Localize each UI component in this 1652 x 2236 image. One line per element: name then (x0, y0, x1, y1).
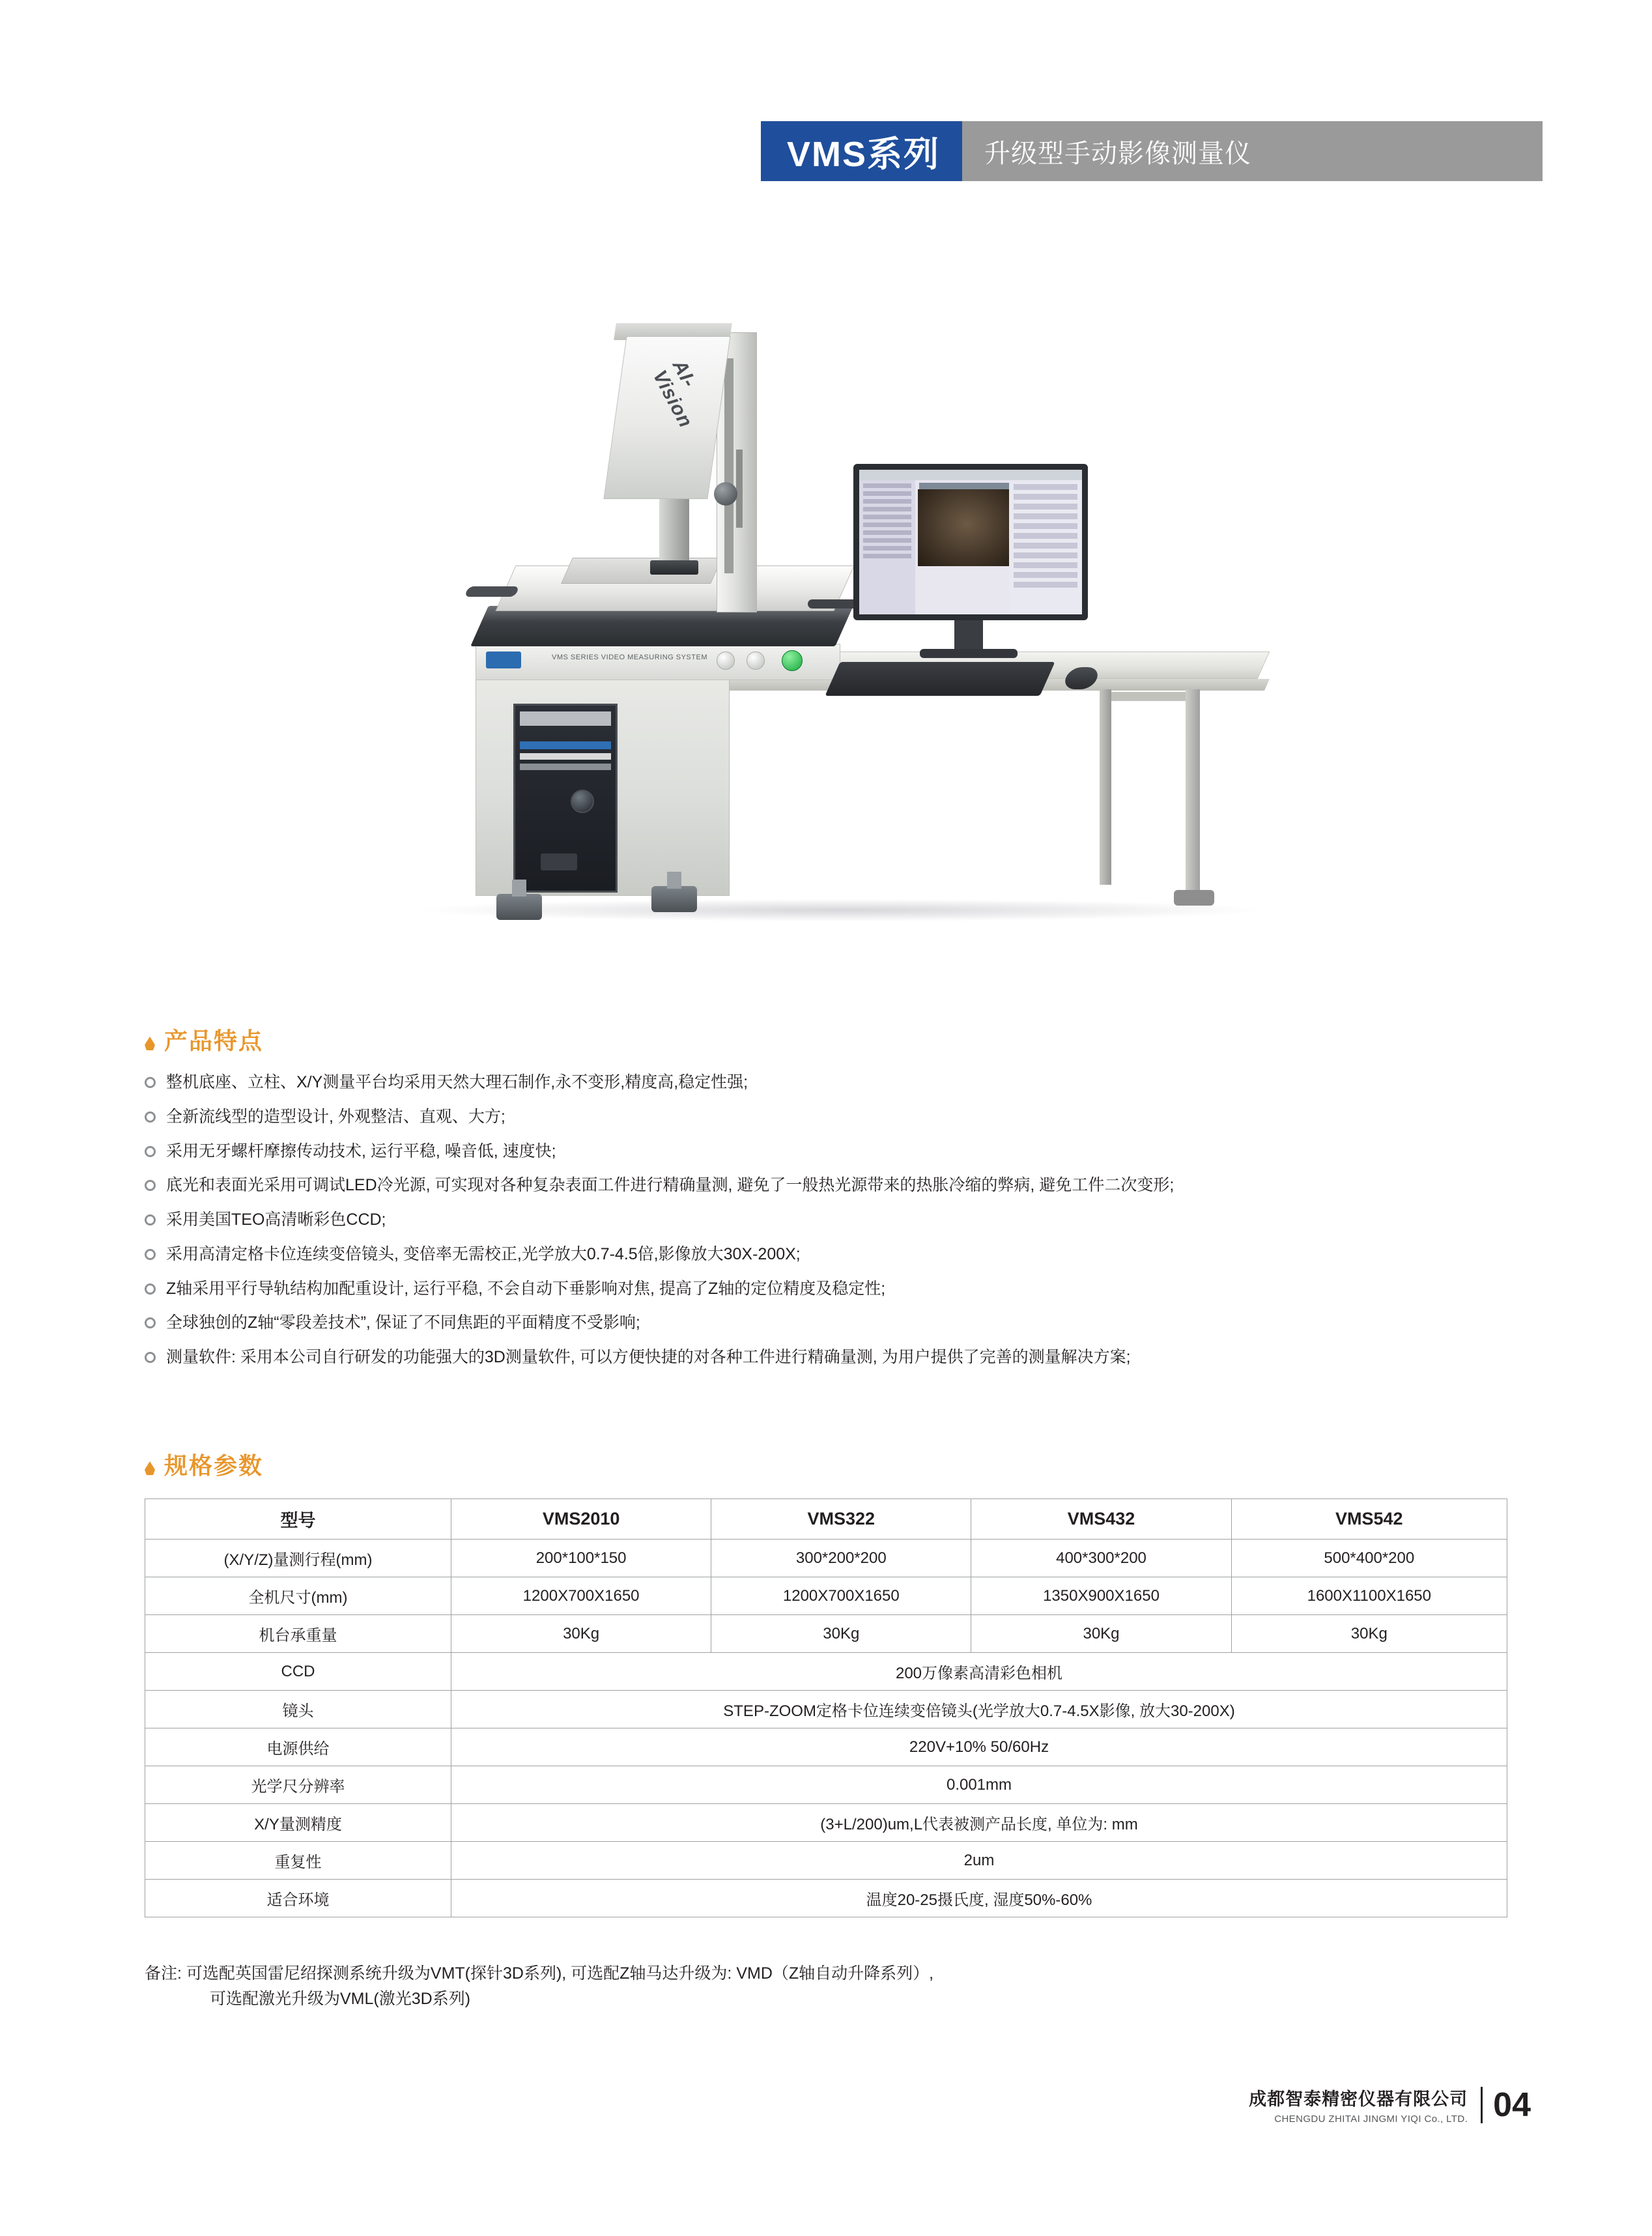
row-cell: 220V+10% 50/60Hz (451, 1728, 1507, 1766)
row-cell: 30Kg (1231, 1615, 1507, 1653)
row-cell: 30Kg (451, 1615, 711, 1653)
spec-heading (145, 1448, 263, 1481)
control-knob-2 (747, 652, 765, 670)
row-label: X/Y量测精度 (145, 1804, 451, 1842)
spec-heading-text: 规格参数 (164, 1452, 264, 1479)
machine-foot-left (496, 894, 542, 920)
control-panel-logo (486, 652, 521, 668)
software-title-bar (919, 483, 1014, 489)
bullet-circle-icon (145, 1249, 156, 1260)
product-photo (352, 195, 1316, 971)
table-row (145, 1804, 1507, 1842)
remark-line-1: 备注: 可选配英国雷尼绍探测系统升级为VMT(探针3D系列), 可选配Z轴马达升级为: VMD（Z轴自动升降系列）, (145, 1964, 934, 1983)
granite-base (470, 606, 853, 646)
brand-logo: AI-Vision (648, 356, 700, 432)
row-label: 光学尺分辨率 (145, 1766, 451, 1804)
focus-knob (714, 482, 737, 506)
bullet-circle-icon (145, 1352, 156, 1363)
row-label: 适合环境 (145, 1880, 451, 1917)
table-row (145, 1842, 1507, 1880)
software-toolbar (859, 470, 1082, 480)
row-cell: 0.001mm (451, 1766, 1507, 1804)
footer-company (1249, 2085, 1468, 2125)
footer (1249, 2085, 1531, 2125)
column-header: VMS432 (971, 1499, 1231, 1540)
table-header-row (145, 1499, 1507, 1540)
company-name-en: CHENGDU ZHITAI JINGMI YIQI Co., LTD. (1274, 2114, 1468, 2125)
table-row (145, 1880, 1507, 1917)
list-item (145, 1209, 1526, 1231)
drop-icon (145, 1461, 155, 1476)
machine-foot-right (651, 886, 697, 912)
features-list (145, 1072, 1526, 1381)
bullet-circle-icon (145, 1111, 156, 1123)
pc-tower-panel-blue (520, 741, 611, 749)
software-left-panel (859, 480, 915, 614)
bullet-circle-icon (145, 1317, 156, 1328)
table-row (145, 1653, 1507, 1691)
row-cell: STEP-ZOOM定格卡位连续变倍镜头(光学放大0.7-4.5X影像, 放大30-200X) (451, 1691, 1507, 1728)
table-row (145, 1728, 1507, 1766)
spec-remark (145, 1961, 1513, 2012)
list-item-label: 全新流线型的造型设计, 外观整洁、直观、大方; (166, 1107, 506, 1126)
footer-divider (1481, 2087, 1483, 2123)
features-heading-text: 产品特点 (164, 1027, 264, 1054)
features-heading (145, 1023, 263, 1056)
floor-shadow (423, 899, 1257, 921)
row-label: 全机尺寸(mm) (145, 1577, 451, 1615)
pc-brand-logo (541, 853, 577, 870)
list-item (145, 1141, 1526, 1163)
desk-leg-front (1186, 689, 1200, 898)
row-cell: (3+L/200)um,L代表被测产品长度, 单位为: mm (451, 1804, 1507, 1842)
row-cell: 1600X1100X1650 (1231, 1577, 1507, 1615)
pc-tower-panel-gray (520, 764, 611, 770)
spec-table (145, 1498, 1507, 1917)
list-item-label: 采用美国TEO高清晰彩色CCD; (166, 1211, 386, 1229)
monitor-base (920, 649, 1018, 658)
row-label: 机台承重量 (145, 1615, 451, 1653)
row-cell: 300*200*200 (711, 1540, 971, 1577)
row-cell: 1350X900X1650 (971, 1577, 1231, 1615)
table-row (145, 1691, 1507, 1728)
monitor-stand (954, 620, 983, 650)
list-item-label: 测量软件: 采用本公司自行研发的功能强大的3D测量软件, 可以方便快捷的对各种工件进行精确量测, 为用户提供了完善的测量解决方案; (166, 1348, 1131, 1366)
column-header: VMS2010 (451, 1499, 711, 1540)
pc-tower-drive-bay (520, 711, 611, 726)
table-row (145, 1766, 1507, 1804)
row-cell: 500*400*200 (1231, 1540, 1507, 1577)
desk-cross-bar (1103, 692, 1198, 701)
monitor-screen (859, 470, 1082, 614)
bullet-circle-icon (145, 1283, 156, 1295)
list-item-label: 采用高清定格卡位连续变倍镜头, 变倍率无需校正,光学放大0.7-4.5倍,影像放大30X-200X; (166, 1244, 801, 1263)
page-number: 04 (1493, 2086, 1531, 2124)
list-item-label: 整机底座、立柱、X/Y测量平台均采用天然大理石制作,永不变形,精度高,稳定性强; (166, 1073, 748, 1091)
objective-lens (650, 560, 698, 575)
row-label: CCD (145, 1653, 451, 1691)
row-cell: 200万像素高清彩色相机 (451, 1653, 1507, 1691)
row-label: 重复性 (145, 1842, 451, 1880)
row-cell: 30Kg (971, 1615, 1231, 1653)
monitor (853, 464, 1088, 620)
banner-subtitle: 升级型手动影像测量仪 (962, 121, 1543, 181)
row-cell: 2um (451, 1842, 1507, 1880)
row-cell: 1200X700X1650 (451, 1577, 711, 1615)
banner-series-title: VMS系列 (761, 121, 962, 181)
list-item (145, 1312, 1526, 1334)
control-panel-label: VMS SERIES VIDEO MEASURING SYSTEM (552, 653, 707, 661)
list-item-label: Z轴采用平行导轨结构加配重设计, 运行平稳, 不会自动下垂影响对焦, 提高了Z轴的定位精度及稳定性; (166, 1279, 886, 1298)
list-item (145, 1244, 1526, 1266)
drop-icon (145, 1037, 155, 1051)
pc-power-button-icon (571, 790, 594, 813)
list-item (145, 1347, 1526, 1369)
column-header: 型号 (145, 1499, 451, 1540)
row-cell: 温度20-25摄氏度, 湿度50%-60% (451, 1880, 1507, 1917)
desk-leg-back (1100, 689, 1111, 885)
power-indicator-icon (782, 650, 803, 671)
column-header: VMS542 (1231, 1499, 1507, 1540)
list-item (145, 1278, 1526, 1300)
table-row (145, 1577, 1507, 1615)
measurement-image-preview (918, 489, 1016, 566)
row-label: 电源供给 (145, 1728, 451, 1766)
list-item (145, 1175, 1526, 1197)
bullet-circle-icon (145, 1077, 156, 1088)
list-item (145, 1072, 1526, 1094)
column-guide-rail (724, 358, 733, 573)
table-row (145, 1540, 1507, 1577)
bullet-circle-icon (145, 1146, 156, 1157)
row-cell: 400*300*200 (971, 1540, 1231, 1577)
list-item-label: 底光和表面光采用可调试LED冷光源, 可实现对各种复杂表面工件进行精确量测, 避免了一般热光源带来的热胀冷缩的弊病, 避免工件二次变形; (166, 1176, 1175, 1195)
list-item-label: 全球独创的Z轴“零段差技术”, 保证了不同焦距的平面精度不受影响; (166, 1313, 640, 1332)
keyboard (825, 662, 1055, 696)
list-item-label: 采用无牙螺杆摩擦传动技术, 运行平稳, 噪音低, 速度快; (166, 1141, 556, 1160)
list-item (145, 1106, 1526, 1128)
bullet-circle-icon (145, 1214, 156, 1226)
table-row (145, 1615, 1507, 1653)
bullet-circle-icon (145, 1180, 156, 1191)
control-knob-1 (717, 652, 735, 670)
stage-handle-left (464, 586, 519, 597)
remark-line-2: 可选配激光升级为VML(激光3D系列) (210, 1989, 471, 2008)
zoom-lens-tube (659, 499, 689, 562)
row-label: (X/Y/Z)量测行程(mm) (145, 1540, 451, 1577)
row-cell: 200*100*150 (451, 1540, 711, 1577)
head-support-rod (736, 450, 743, 528)
desk-foot (1174, 890, 1214, 906)
column-header: VMS322 (711, 1499, 971, 1540)
pc-tower-panel-light (520, 753, 611, 760)
header-banner (761, 121, 1543, 181)
row-cell: 1200X700X1650 (711, 1577, 971, 1615)
company-name-cn: 成都智泰精密仪器有限公司 (1249, 2089, 1468, 2109)
row-label: 镜头 (145, 1691, 451, 1728)
software-right-panel (1009, 480, 1082, 614)
row-cell: 30Kg (711, 1615, 971, 1653)
